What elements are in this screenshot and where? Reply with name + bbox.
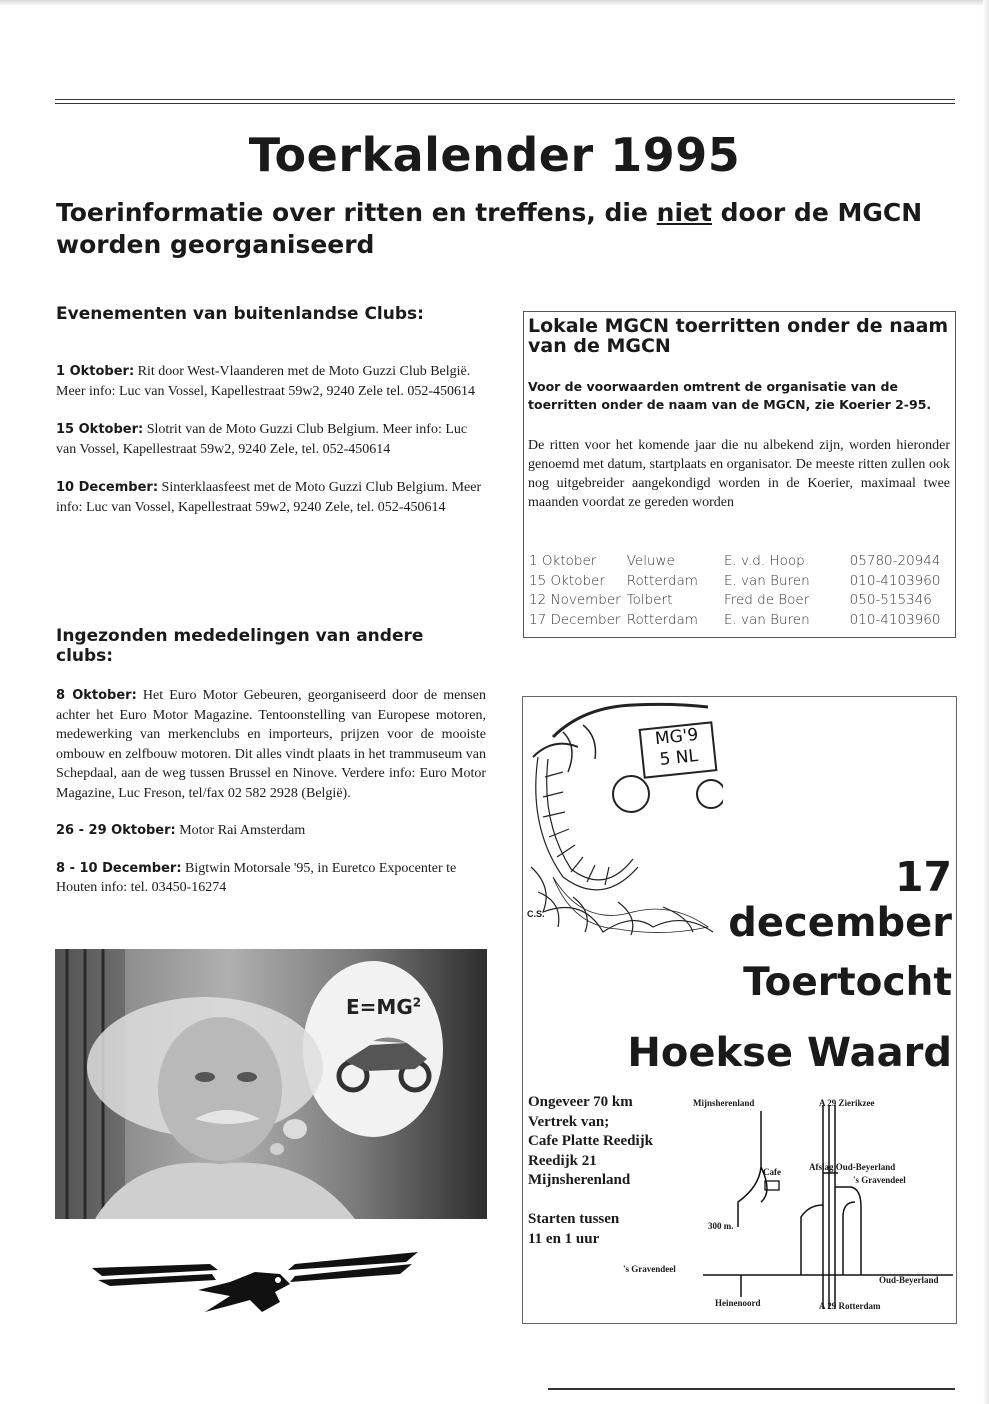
page-title: Toerkalender 1995	[248, 128, 741, 182]
ride-place: Veluwe	[626, 553, 675, 569]
ride-organizer: E. van Buren	[723, 572, 810, 589]
ride-row	[529, 552, 946, 572]
submitted-section	[56, 626, 486, 898]
ride-phone: 010-4103960	[849, 572, 941, 589]
plate-line-1: MG'9	[654, 724, 700, 750]
formula-exponent: 2	[412, 995, 422, 1010]
plate-line-2: 5 NL	[658, 746, 699, 770]
ride-phone: 05780-20944	[849, 553, 941, 569]
formula-base: E=MG	[346, 995, 413, 1019]
map-label-mijnsherenland: Mijnsherenland	[693, 1098, 755, 1108]
poster-region: Hoekse Waard	[627, 1030, 952, 1076]
event-date: 15 Oktober:	[56, 422, 144, 437]
ride-organizer: Fred de Boer	[723, 592, 810, 608]
poster-event: Toertocht	[743, 960, 952, 1005]
map-label-a29-zierikzee: A 29 Zierikzee	[819, 1098, 875, 1108]
event-text: Motor Rai Amsterdam	[179, 823, 306, 838]
start-line: Starten tussen	[528, 1211, 620, 1227]
local-rides-title	[528, 316, 950, 356]
ride-place: Rotterdam	[626, 611, 698, 628]
map-label-cafe: Cafe	[763, 1167, 781, 1177]
subtitle-text-3: worden georganiseerd	[56, 230, 375, 259]
map-label-heinenoord: Heinenoord	[715, 1298, 761, 1308]
event-text: Slotrit van de Moto Guzzi Club Belgium. Meer info: Luc van Vossel, Kapellestraat 59w2, 9240 Zele, tel. 052-450614	[56, 422, 468, 457]
subtitle-text-2: door de	[711, 198, 838, 227]
foreign-event-item	[56, 420, 486, 459]
page-top-edge	[0, 0, 989, 6]
title-text-2: toerritten onder de naam van de	[528, 315, 949, 357]
ride-date: 17 December	[529, 611, 621, 628]
moto-guzzi-eagle-logo	[90, 1250, 420, 1320]
ride-date: 1 Oktober	[529, 553, 597, 569]
foreign-event-item	[56, 362, 486, 401]
poster-day: 17	[894, 853, 952, 901]
event-date: 8 Oktober:	[56, 688, 137, 703]
poster-info	[528, 1093, 653, 1191]
info-line: Reedijk 21	[528, 1152, 597, 1169]
event-date: 10 December:	[56, 480, 159, 495]
einstein-photo-art	[55, 949, 487, 1219]
foreign-event-item	[56, 478, 486, 517]
map-label-a29-rotterdam: A 29 Rotterdam	[819, 1301, 881, 1311]
artist-signature: C.S.	[527, 909, 545, 919]
subtitle-niet: niet	[656, 198, 712, 227]
event-date: 1 Oktober:	[56, 364, 135, 379]
event-date: 26 - 29 Oktober:	[56, 823, 176, 838]
event-date: 8 - 10 December:	[56, 860, 182, 876]
page-right-edge	[983, 0, 989, 1404]
ride-row	[529, 591, 946, 611]
poster-start-info	[528, 1210, 619, 1249]
submitted-heading: Ingezonden mededelingen van andere clubs:	[56, 626, 424, 666]
license-plate	[639, 721, 718, 778]
subtitle-text-1: Toerinformatie over ritten en treffens, die	[56, 198, 657, 227]
event-text: Bigtwin Motorsale '95, in Euretco Expocenter te Houten info: tel. 03450-16274	[56, 860, 457, 895]
ride-phone: 050-515346	[849, 592, 932, 608]
info-line: Cafe Platte Reedijk	[528, 1133, 653, 1149]
map-label-distance: 300 m.	[708, 1221, 734, 1231]
start-line: 11 en 1 uur	[528, 1230, 600, 1247]
title-mgcn-1: MGCN	[604, 315, 669, 337]
map-label-s-gravendeel-left: 's Gravendeel	[623, 1264, 676, 1274]
map-label-oud-beyerland: Oud-Beyerland	[879, 1275, 939, 1285]
foreign-events-section	[56, 304, 486, 517]
header-rule	[55, 99, 955, 104]
formula-text	[346, 995, 421, 1019]
local-rides-intro	[528, 378, 950, 414]
subtitle-mgcn: MGCN	[837, 198, 923, 227]
ride-phone: 010-4103960	[849, 611, 941, 628]
page-subtitle	[56, 197, 956, 261]
foreign-events-heading: Evenementen van buitenlandse Clubs:	[56, 304, 424, 324]
title-mgcn-2: MGCN	[606, 335, 671, 357]
info-line: Mijnsherenland	[528, 1172, 631, 1188]
eagle-logo-art	[90, 1250, 420, 1320]
local-rides-body: De ritten voor het komende jaar die nu albekend zijn, worden hieronder genoemd met datum, startplaats en organisator. De meeste ritten zullen ook nog uitgebreider aangekondigd worden in de Koerier, maximaal twee maanden voordat ze gereden worden	[528, 438, 950, 510]
ride-organizer: E. v.d. Hoop	[723, 553, 805, 569]
einstein-photo	[55, 949, 487, 1219]
rides-table-body	[529, 552, 946, 630]
title-text-1: Lokale	[528, 315, 605, 337]
footer-rule	[548, 1388, 955, 1390]
intro-text-1: Voor de voorwaarden omtrent de organisatie van de toerritten onder de naam van de	[528, 379, 898, 412]
ride-organizer: E. van Buren	[723, 611, 810, 628]
info-line: Ongeveer 70 km	[528, 1094, 633, 1110]
map-label-s-gravendeel-top: 's Gravendeel	[853, 1175, 906, 1185]
event-text: Rit door West-Vlaanderen met de Moto Guzzi Club België. Meer info: Luc van Vossel, Kapellestraat 59w2, 9240 Zele tel. 052-450614	[56, 364, 475, 399]
poster-month: december	[728, 900, 952, 946]
ride-row	[529, 611, 946, 631]
ride-place: Rotterdam	[626, 572, 698, 589]
info-line: Vertrek van;	[528, 1113, 610, 1130]
intro-mgcn: MGCN	[763, 397, 806, 412]
toertocht-poster	[522, 696, 957, 1324]
submitted-item	[56, 821, 486, 841]
ride-row	[529, 572, 946, 592]
submitted-item	[56, 686, 486, 803]
ride-date: 15 Oktober	[529, 572, 605, 589]
submitted-item	[56, 859, 486, 898]
ride-date: 12 November	[529, 592, 621, 608]
rides-table	[529, 552, 946, 630]
ride-place: Tolbert	[626, 592, 673, 608]
event-text: Sinterklaasfeest met de Moto Guzzi Club Belgium. Meer info: Luc van Vossel, Kapellestraat 59w2, 9240 Zele, tel. 052-450614	[56, 480, 482, 515]
event-text: Het Euro Motor Gebeuren, georganiseerd door de mensen achter het Euro Motor Magazine. Tentoonstelling van Europese motoren, medewerking van merkenclubs en importeurs, prijzen voor de mooiste ombouw en zelfbouw motoren. Dit alles vindt plaats in het trammuseum van Schepdaal, aan de weg tussen Brussel en Ninove. Verdere info: Euro Motor Magazine, Luc Freson, tel/fax 02 582 2928 (België).	[56, 688, 487, 801]
intro-text-2: , zie Koerier 2-95.	[805, 397, 932, 412]
map-label-afslag: Afslag Oud-Beyerland	[809, 1162, 896, 1172]
